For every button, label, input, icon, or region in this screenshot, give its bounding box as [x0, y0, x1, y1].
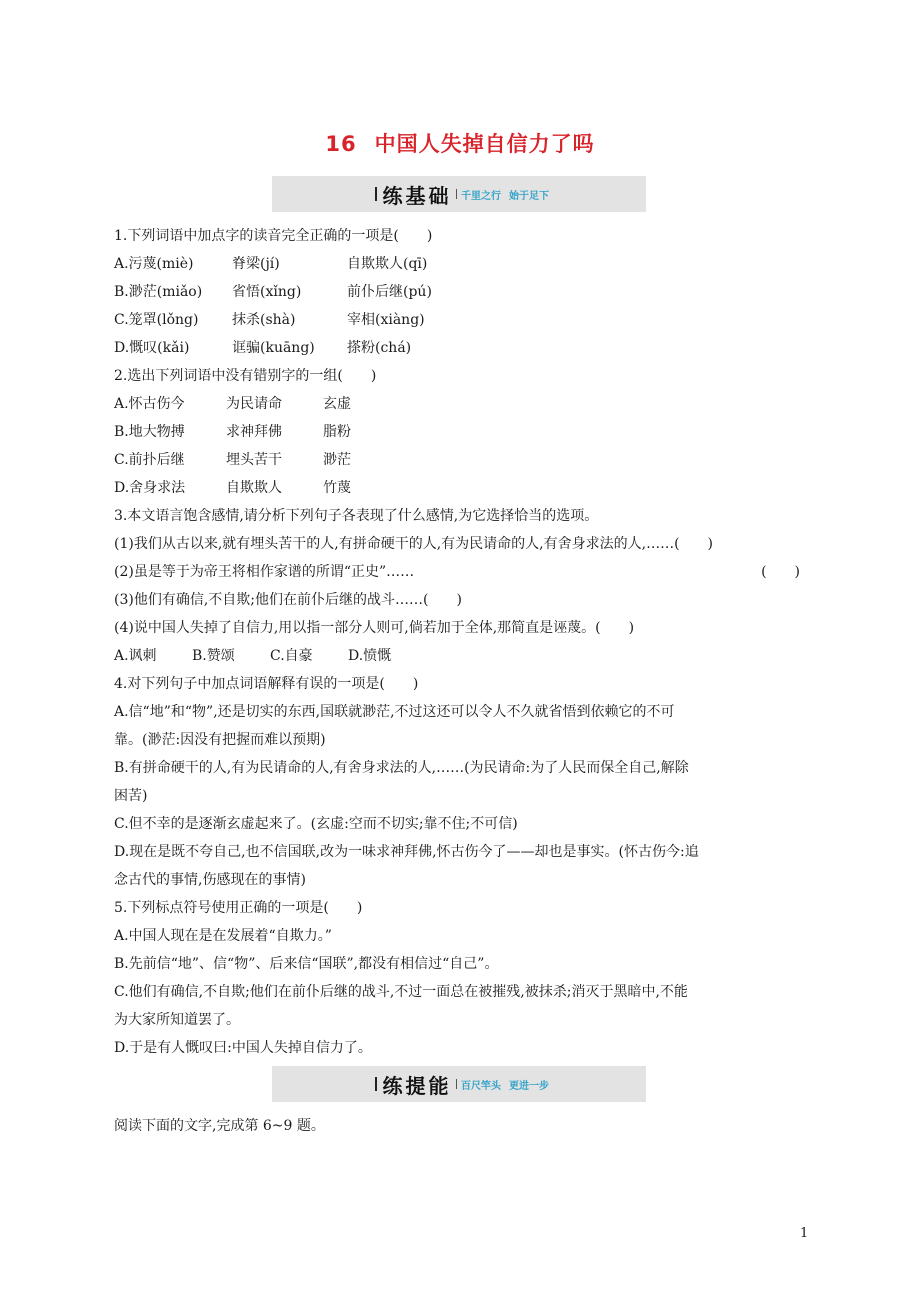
question-2-option-d	[114, 474, 814, 502]
question-4-option-b-line2: 困苦)	[114, 788, 148, 804]
option-part: A.怀古伤今	[114, 396, 185, 412]
option-part: 搽粉(chá)	[347, 340, 412, 356]
page-number: 1	[800, 1226, 809, 1241]
option-part: 省悟(xǐng)	[232, 284, 302, 300]
option-part: 脊梁(jí)	[232, 256, 280, 272]
banner-heading: 练提能	[382, 1073, 452, 1098]
question-4-option-a-line2: 靠。(渺茫:因没有把握而难以预期)	[114, 732, 326, 748]
sentence-text: (2)虽是等于为帝王将相作家谱的所谓“正史”……	[114, 564, 415, 580]
option-part: C.前扑后继	[114, 452, 185, 468]
banner-heading: 练基础	[382, 183, 452, 208]
option-part: A.污蔑(miè)	[114, 256, 194, 272]
banner-motto-1: 百尺竿头	[461, 1080, 501, 1092]
page-title	[0, 128, 920, 158]
question-3-sentence-2	[114, 558, 814, 586]
option-part: 玄虚	[323, 396, 351, 412]
option-part: 前仆后继(pú)	[347, 284, 432, 300]
question-1-option-c	[114, 306, 814, 334]
question-4-option-b-line1: B.有拼命硬干的人,有为民请命的人,有舍身求法的人,……(为民请命:为了人民而保全自己,解除	[114, 760, 689, 776]
option-part: B.地大物搏	[114, 424, 185, 440]
option-part: 渺茫	[323, 452, 351, 468]
question-4-option-d-line2: 念古代的事情,伤感现在的事情)	[114, 872, 306, 888]
section-banner-improve	[272, 1066, 646, 1102]
banner-motto-1: 千里之行	[461, 190, 501, 202]
option-part: 埋头苦干	[226, 452, 282, 468]
question-5-option-b: B.先前信“地”、信“物”、后来信“国联”,都没有相信过“自己”。	[114, 956, 499, 972]
option-part: C.笼罩(lǒng)	[114, 312, 199, 328]
question-5-option-c-line1: C.他们有确信,不自欺;他们在前仆后继的战斗,不过一面总在被摧残,被抹杀;消灭于黑暗中,不能	[114, 984, 688, 1000]
banner-motto	[461, 1077, 549, 1092]
option-part: B.赞颂	[192, 648, 235, 664]
option-part: 诓骗(kuāng)	[232, 340, 315, 356]
option-part: B.渺茫(miǎo)	[114, 284, 203, 300]
question-4-stem: 4.对下列句子中加点词语解释有误的一项是( )	[114, 676, 419, 692]
option-part: 求神拜佛	[226, 424, 282, 440]
lesson-title: 中国人失掉自信力了吗	[374, 132, 595, 156]
question-2-option-a	[114, 390, 814, 418]
question-4-option-c: C.但不幸的是逐渐玄虚起来了。(玄虚:空而不切实;靠不住;不可信)	[114, 816, 518, 832]
question-3-options	[114, 642, 814, 670]
question-3-sentence-4: (4)说中国人失掉了自信力,用以指一部分人则可,倘若加于全体,那简直是诬蔑。( )	[114, 620, 635, 636]
question-5-stem: 5.下列标点符号使用正确的一项是( )	[114, 900, 363, 916]
banner-divider	[375, 187, 377, 201]
question-3-sentence-1: (1)我们从古以来,就有埋头苦干的人,有拼命硬干的人,有为民请命的人,有舍身求法的人,……( )	[114, 536, 714, 552]
question-1-option-b	[114, 278, 814, 306]
question-5-option-c-line2: 为大家所知道罢了。	[114, 1012, 240, 1028]
question-2-stem: 2.选出下列词语中没有错别字的一组( )	[114, 368, 377, 384]
option-part: A.讽刺	[114, 648, 157, 664]
banner-motto-2: 始于足下	[509, 190, 549, 202]
banner-divider	[456, 189, 458, 199]
banner-divider	[456, 1079, 458, 1089]
question-1-option-d	[114, 334, 814, 362]
question-5-option-a: A.中国人现在是在发展着“自欺力。”	[114, 928, 332, 944]
question-3-stem: 3.本文语言饱含感情,请分析下列句子各表现了什么感情,为它选择恰当的选项。	[114, 508, 599, 524]
question-3-sentence-3: (3)他们有确信,不自欺;他们在前仆后继的战斗……( )	[114, 592, 462, 608]
option-part: D.舍身求法	[114, 480, 186, 496]
option-part: 自欺欺人	[226, 480, 282, 496]
question-2-option-c	[114, 446, 814, 474]
option-part: 脂粉	[323, 424, 351, 440]
question-4-option-d-line1: D.现在是既不夸自己,也不信国联,改为一味求神拜佛,怀古伤今了——却也是事实。(怀古伤今:追	[114, 844, 699, 860]
lesson-number: 16	[325, 132, 357, 156]
reading-intro: 阅读下面的文字,完成第 6~9 题。	[114, 1118, 325, 1134]
question-1-option-a	[114, 250, 814, 278]
banner-motto-2: 更进一步	[509, 1080, 549, 1092]
question-1-stem: 1.下列词语中加点字的读音完全正确的一项是( )	[114, 228, 433, 244]
banner-divider	[375, 1077, 377, 1091]
option-part: 抹杀(shà)	[232, 312, 296, 328]
option-part: 宰相(xiàng)	[347, 312, 425, 328]
option-part: 为民请命	[226, 396, 282, 412]
banner-motto	[461, 187, 549, 202]
question-2-option-b	[114, 418, 814, 446]
question-4-option-a-line1: A.信“地”和“物”,还是切实的东西,国联就渺茫,不过这还可以令人不久就省悟到依赖它的不可	[114, 704, 675, 720]
option-part: 竹蔑	[323, 480, 351, 496]
exercise-content	[114, 222, 814, 1062]
answer-blank: ( )	[761, 564, 800, 580]
option-part: D.慨叹(kǎi)	[114, 340, 190, 356]
section-banner-basics	[272, 176, 646, 212]
option-part: D.愤慨	[348, 648, 392, 664]
question-5-option-d: D.于是有人慨叹曰:中国人失掉自信力了。	[114, 1040, 372, 1056]
option-part: C.自豪	[270, 648, 313, 664]
option-part: 自欺欺人(qī)	[347, 256, 428, 272]
